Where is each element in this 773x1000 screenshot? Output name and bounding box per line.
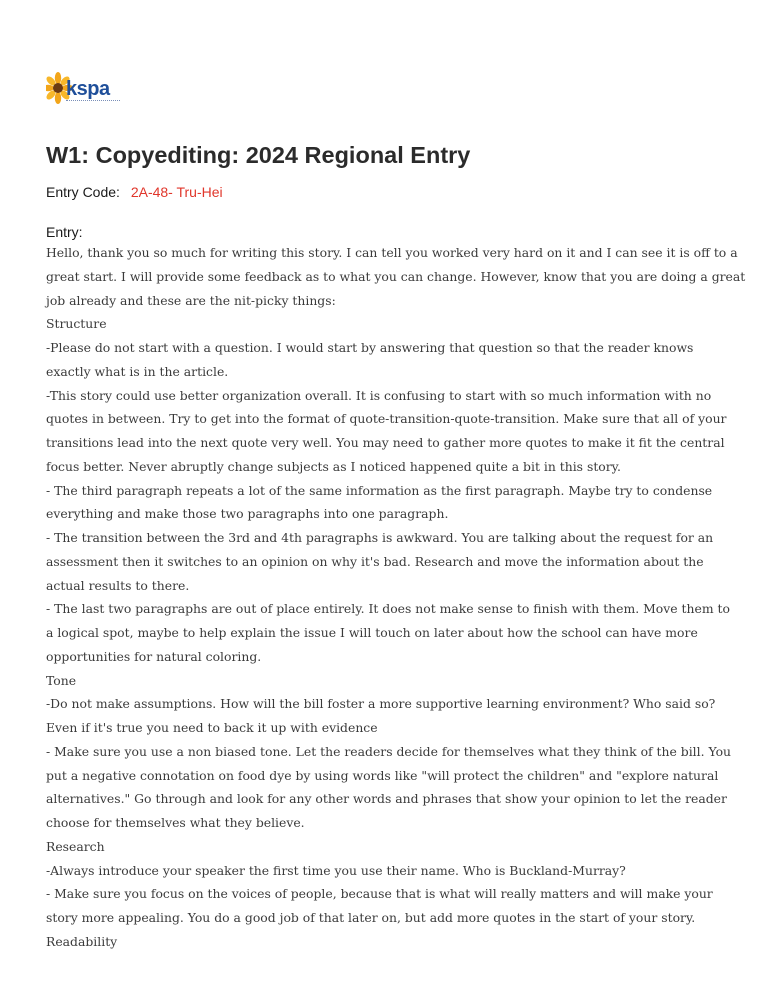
body-line: a logical spot, maybe to help explain the issue I will touch on later about how the school can have more xyxy=(46,625,698,640)
body-line: choose for themselves what they believe. xyxy=(46,815,305,830)
body-line: job already and these are the nit-picky things: xyxy=(46,292,336,308)
section-heading-tone: Tone xyxy=(46,672,77,688)
section-heading-readability: Readability xyxy=(46,933,118,949)
body-line: -Always introduce your speaker the first time you use their name. Who is Buckland-Murray? xyxy=(46,862,626,878)
body-line: alternatives." Go through and look for any other words and phrases that show your opinion to let the reader xyxy=(46,791,727,807)
body-line: story more appealing. You do a good job of that later on, but add more quotes in the start of your story. xyxy=(46,910,696,925)
entry-body xyxy=(46,241,746,954)
body-line: opportunities for natural coloring. xyxy=(46,648,262,664)
body-line: - Make sure you use a non biased tone. Let the readers decide for themselves what they think of the bill. You xyxy=(46,743,732,759)
body-line: exactly what is in the article. xyxy=(46,363,229,379)
body-line: put a negative connotation on food dye by using words like "will protect the children" and "explore natural xyxy=(46,767,719,783)
body-line: Hello, thank you so much for writing this story. I can tell you worked very hard on it and I can see it is off to a xyxy=(46,245,738,260)
body-line: everything and make those two paragraphs into one paragraph. xyxy=(46,506,449,522)
body-line: - The third paragraph repeats a lot of the same information as the first paragraph. Maybe try to condense xyxy=(46,482,713,498)
logo-wordmark: kspa xyxy=(66,78,110,100)
body-line: assessment then it switches to an opinion on why it's bad. Research and move the information about the xyxy=(46,553,704,569)
body-line: Even if it's true you need to back it up with evidence xyxy=(46,720,378,735)
body-line: -Please do not start with a question. I would start by answering that question so that the reader knows xyxy=(46,340,694,355)
kspa-logo xyxy=(46,72,122,108)
entry-code-value: 2A-48- Tru-Hei xyxy=(130,184,223,200)
body-line: quotes in between. Try to get into the format of quote-transition-quote-transition. Make sure that all of your xyxy=(46,411,727,427)
body-line: -This story could use better organization overall. It is confusing to start with so much information with no xyxy=(46,387,712,403)
body-line: transitions lead into the next quote very well. You may need to gather more quotes to make it fit the central xyxy=(46,435,725,450)
body-line: - The last two paragraphs are out of place entirely. It does not make sense to finish with them. Move them to xyxy=(46,601,730,617)
body-line: -Do not make assumptions. How will the bill foster a more supportive learning environment? Who said so? xyxy=(46,696,716,712)
body-line: - The transition between the 3rd and 4th paragraphs is awkward. You are talking about the request for an xyxy=(46,530,714,545)
body-line: - Make sure you focus on the voices of people, because that is what will really matters and will make your xyxy=(46,886,713,902)
body-line: focus better. Never abruptly change subjects as I noticed happened quite a bit in this story. xyxy=(46,458,621,474)
page-title: W1: Copyediting: 2024 Regional Entry xyxy=(46,142,471,168)
logo-tagline-mark xyxy=(66,100,120,104)
section-heading-research: Research xyxy=(46,838,105,854)
entry-label: Entry: xyxy=(46,224,83,240)
body-line: great start. I will provide some feedback as to what you can change. However, know that you are doing a great xyxy=(46,268,746,284)
body-line: actual results to there. xyxy=(46,577,190,593)
section-heading-structure: Structure xyxy=(46,316,107,332)
entry-code xyxy=(46,184,223,200)
entry-code-label: Entry Code: xyxy=(46,184,120,200)
